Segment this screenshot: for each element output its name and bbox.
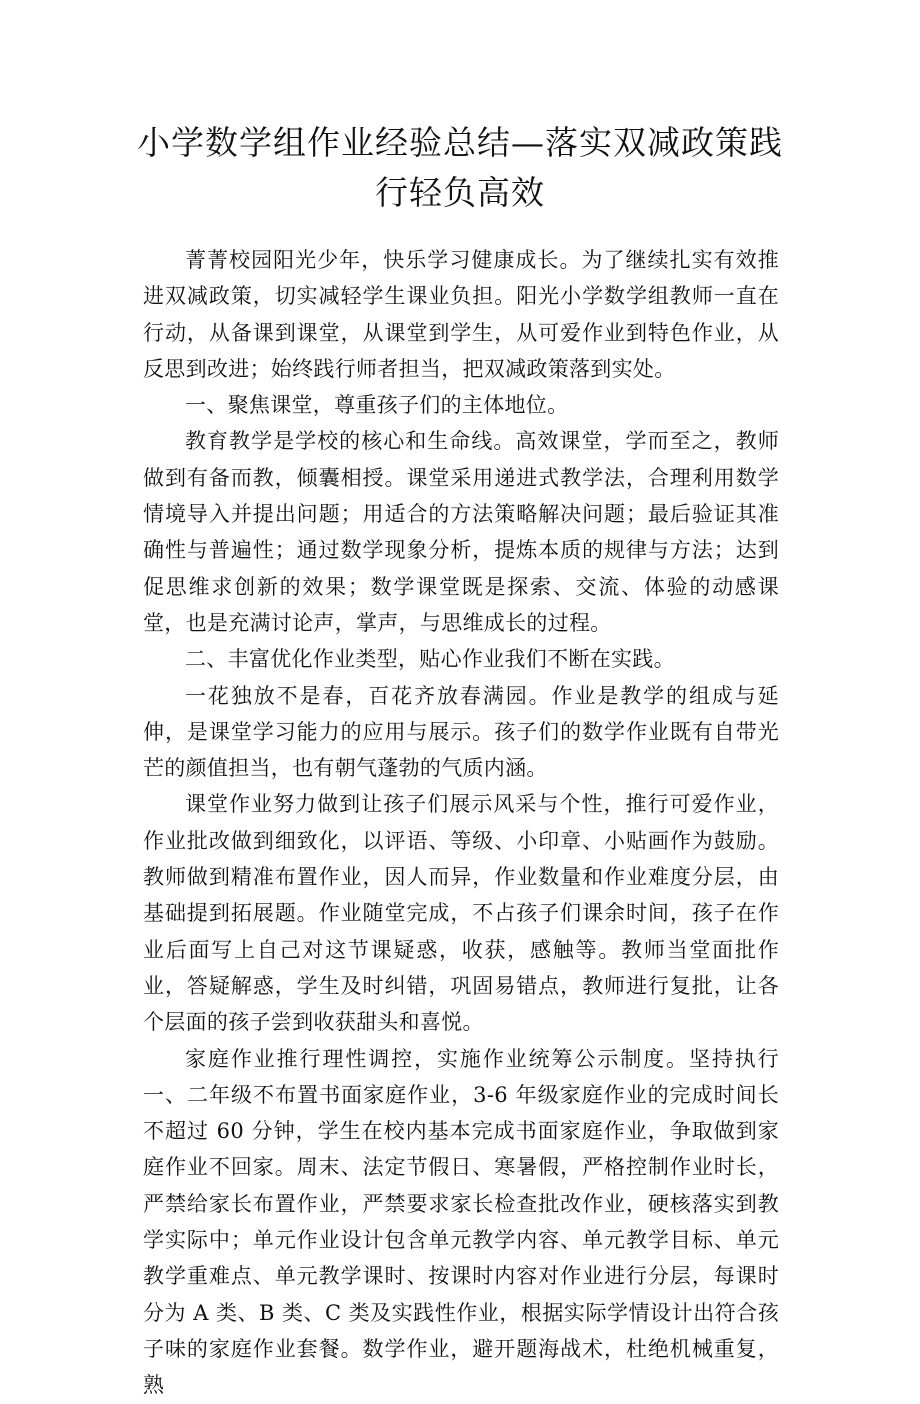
- paragraph: 一花独放不是春，百花齐放春满园。作业是教学的组成与延伸，是课堂学习能力的应用与展示。孩子们的数学作业既有自带光芒的颜值担当，也有朝气蓬勃的气质内涵。: [143, 683, 779, 781]
- paragraph: 家庭作业推行理性调控，实施作业统筹公示制度。坚持执行一、二年级不布置书面家庭作业，3-6 年级家庭作业的完成时间长不超过 60 分钟，学生在校内基本完成书面家庭作业，争取做到家庭作业不回家。周末、法定节假日、寒暑假，严格控制作业时长，严禁给家长布置作业，严禁要求家长检查批改作业，硬核落实到教学实际中；单元作业设计包含单元教学内容、单元教学目标、单元教学重难点、单元教学课时、按课时内容对作业进行分层，每课时分为 A 类、B 类、C 类及实践性作业，根据实际学情设计出符合孩子味的家庭作业套餐。数学作业，避开题海战术，杜绝机械重复，熟: [143, 1046, 779, 1398]
- section-heading-1: 一、聚焦课堂，尊重孩子们的主体地位。: [185, 393, 569, 418]
- section-heading-2: 二、丰富优化作业类型，贴心作业我们不断在实践。: [185, 647, 675, 672]
- document-title: [130, 118, 790, 218]
- title-line-2: 行轻负高效: [375, 173, 545, 212]
- document-body: [143, 242, 779, 1404]
- paragraph: 教育教学是学校的核心和生命线。高效课堂，学而至之，教师做到有备而教，倾囊相授。课堂采用递进式教学法，合理利用数学情境导入并提出问题；用适合的方法策略解决问题；最后验证其准确性与普遍性；通过数学现象分析，提炼本质的规律与方法；达到促思维求创新的效果；数学课堂既是探索、交流、体验的动感课堂，也是充满讨论声，掌声，与思维成长的过程。: [143, 429, 779, 635]
- paragraph-intro: 菁菁校园阳光少年，快乐学习健康成长。为了继续扎实有效推进双减政策，切实减轻学生课业负担。阳光小学数学组教师一直在行动，从备课到课堂，从课堂到学生，从可爱作业到特色作业，从反思到改进；始终践行师者担当，把双减政策落到实处。: [143, 248, 779, 381]
- title-line-1: 小学数学组作业经验总结—落实双减政策践: [137, 123, 783, 162]
- paragraph: 课堂作业努力做到让孩子们展示风采与个性，推行可爱作业，作业批改做到细致化，以评语、等级、小印章、小贴画作为鼓励。教师做到精准布置作业，因人而异，作业数量和作业难度分层，由基础提到拓展题。作业随堂完成，不占孩子们课余时间，孩子在作业后面写上自己对这节课疑惑，收获，感触等。教师当堂面批作业，答疑解惑，学生及时纠错，巩固易错点，教师进行复批，让各个层面的孩子尝到收获甜头和喜悦。: [143, 792, 779, 1035]
